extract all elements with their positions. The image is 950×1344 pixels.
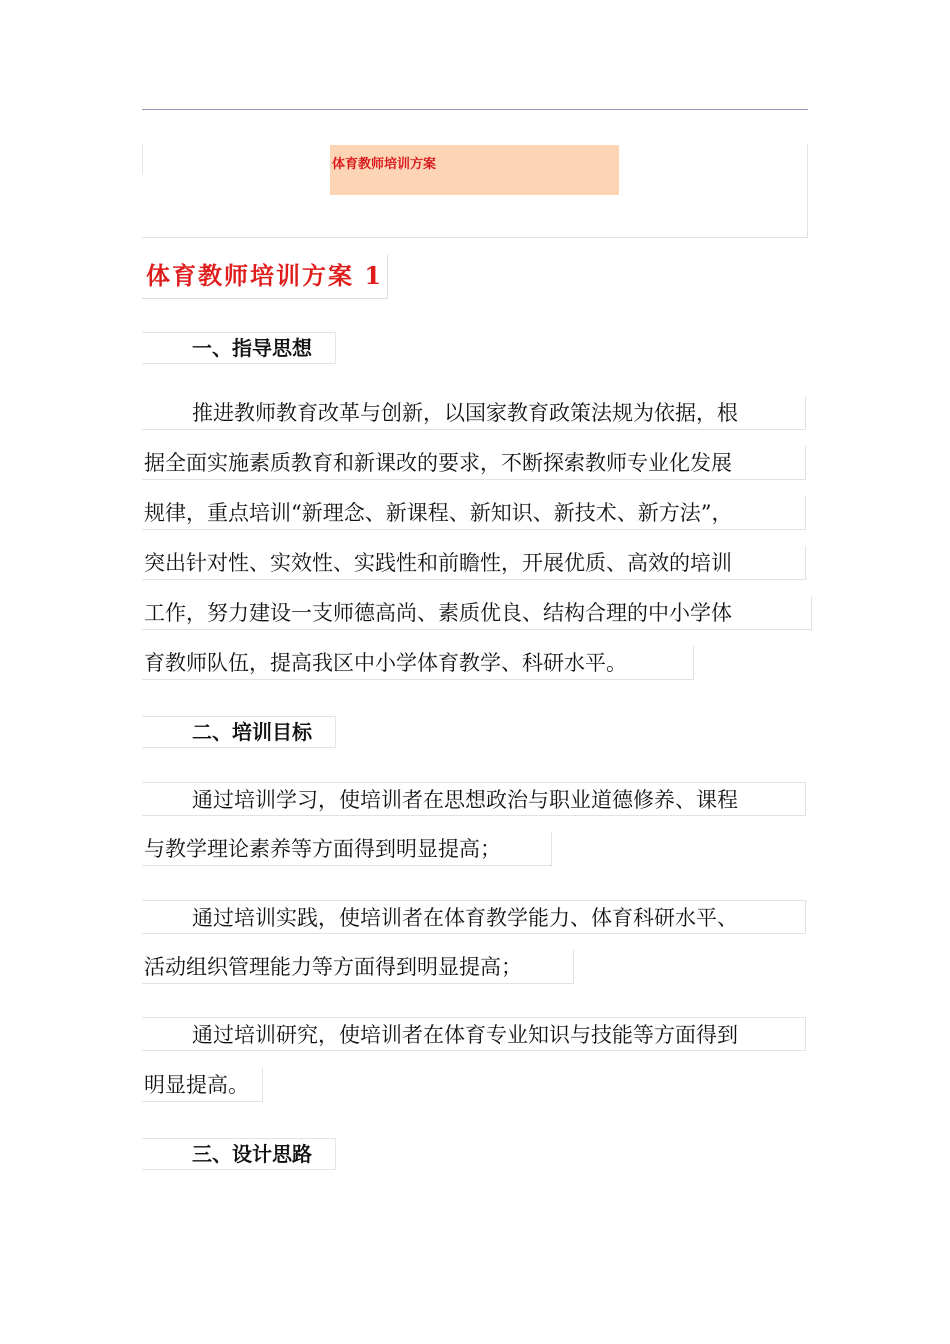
section-heading-3: 三、设计思路 [142, 1138, 336, 1170]
paragraph-line: 推进教师教育改革与创新，以国家教育政策法规为依据，根 [142, 396, 806, 430]
paragraph-line: 通过培训学习，使培训者在思想政治与职业道德修养、课程 [142, 782, 806, 816]
paragraph-line: 明显提高。 [142, 1068, 263, 1102]
paragraph-line: 育教师队伍，提高我区中小学体育教学、科研水平。 [142, 646, 694, 680]
running-header-title: 体育教师培训方案 [330, 145, 619, 195]
paragraph-line: 突出针对性、实效性、实践性和前瞻性，开展优质、高效的培训 [142, 546, 806, 580]
section-heading-1: 一、指导思想 [142, 332, 336, 364]
paragraph-line: 工作，努力建设一支师德高尚、素质优良、结构合理的中小学体 [142, 596, 812, 630]
paragraph-line: 通过培训实践，使培训者在体育教学能力、体育科研水平、 [142, 900, 806, 934]
paragraph-line: 活动组织管理能力等方面得到明显提高； [142, 950, 574, 984]
header-rule [142, 109, 808, 110]
paragraph-line: 据全面实施素质教育和新课改的要求，不断探索教师专业化发展 [142, 446, 806, 480]
paragraph-line: 规律，重点培训“新理念、新课程、新知识、新技术、新方法”， [142, 496, 806, 530]
header-frame-edge [142, 144, 143, 174]
paragraph-line: 与教学理论素养等方面得到明显提高； [142, 832, 552, 866]
paragraph-line: 通过培训研究，使培训者在体育专业知识与技能等方面得到 [142, 1017, 806, 1051]
document-title: 体育教师培训方案 1 [142, 255, 388, 299]
section-heading-2: 二、培训目标 [142, 716, 336, 748]
